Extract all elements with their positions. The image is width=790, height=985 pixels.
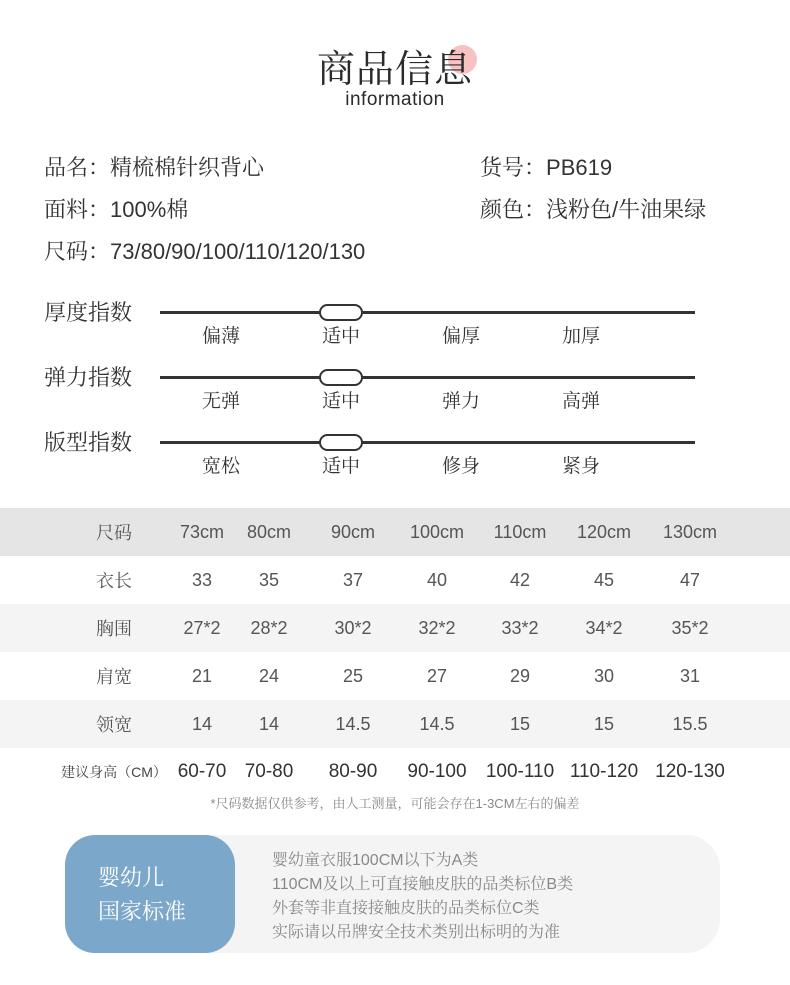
thickness-index-marker [319, 304, 363, 321]
elasticity-index-track [160, 376, 695, 379]
product-name-row [44, 147, 264, 189]
table-header-cell: 130cm [662, 521, 718, 542]
table-cell: 45 [593, 569, 615, 590]
table-row [0, 700, 790, 748]
page-title: 商品信息 [316, 49, 473, 91]
table-cell: 32*2 [418, 617, 456, 638]
table-cell: 14.5 [419, 713, 455, 734]
fit-option: 修身 [441, 456, 480, 477]
table-header-cell: 120cm [576, 521, 632, 542]
elasticity-option: 高弹 [561, 391, 600, 412]
table-cell: 33*2 [501, 617, 539, 638]
table-row [0, 748, 790, 796]
standard-badge [65, 835, 235, 953]
fit-index-track [160, 441, 695, 444]
table-row [0, 652, 790, 700]
thickness-index [0, 290, 790, 355]
table-cell: 30 [593, 665, 615, 686]
table-row [0, 556, 790, 604]
product-sku-label: 货号： [480, 155, 547, 180]
table-row-label: 肩宽 [96, 667, 132, 687]
thickness-option: 适中 [321, 326, 360, 347]
table-row-label: 建议身高（CM） [61, 764, 167, 780]
product-fabric-row [44, 189, 188, 231]
elasticity-option: 适中 [321, 391, 360, 412]
product-size-value: 73/80/90/100/110/120/130 [110, 239, 366, 264]
product-sku-row [480, 147, 612, 189]
table-header-cell: 尺码 [96, 523, 132, 543]
standard-badge-line: 国家标准 [98, 899, 187, 924]
table-cell: 33 [191, 569, 213, 590]
table-cell: 34*2 [585, 617, 623, 638]
standard-line: 婴幼童衣服100CM以下为A类 [272, 852, 479, 869]
elasticity-option: 无弹 [201, 391, 240, 412]
table-header-cell: 110cm [493, 521, 547, 542]
table-cell: 14 [191, 713, 213, 734]
standard-badge-line: 婴幼儿 [98, 865, 165, 890]
product-fabric-label: 面料： [44, 197, 111, 222]
page-subtitle: information [345, 89, 445, 110]
table-cell: 42 [509, 569, 531, 590]
product-fabric-value: 100%棉 [110, 197, 189, 222]
standard-description [272, 849, 712, 945]
table-cell: 21 [191, 665, 213, 686]
table-cell: 100-110 [485, 761, 555, 782]
table-cell: 70-80 [244, 761, 294, 782]
table-row [0, 604, 790, 652]
elasticity-index-label: 弹力指数 [44, 365, 133, 390]
table-cell: 35*2 [671, 617, 709, 638]
table-header-cell: 80cm [246, 521, 291, 542]
product-sku-value: PB619 [546, 155, 613, 180]
thickness-option: 偏薄 [201, 326, 240, 347]
table-cell: 28*2 [250, 617, 288, 638]
elasticity-option: 弹力 [441, 391, 480, 412]
table-cell: 90-100 [407, 761, 467, 782]
thickness-index-label: 厚度指数 [44, 300, 133, 325]
table-row-label: 领宽 [96, 715, 132, 735]
elasticity-index [0, 355, 790, 420]
size-table-note: *尺码数据仅供参考，由人工测量，可能会存在1-3CM左右的偏差 [210, 796, 580, 811]
table-cell: 35 [258, 569, 280, 590]
table-cell: 24 [258, 665, 280, 686]
table-cell: 27 [426, 665, 448, 686]
size-table [0, 508, 790, 796]
product-color-row [480, 189, 706, 231]
table-cell: 40 [426, 569, 448, 590]
table-cell: 25 [342, 665, 364, 686]
fit-index-marker [319, 434, 363, 451]
product-size-row [44, 231, 365, 273]
fit-option: 适中 [321, 456, 360, 477]
table-cell: 14.5 [335, 713, 371, 734]
standard-line: 110CM及以上可直接触皮肤的品类标位B类 [272, 876, 574, 893]
product-name-value: 精梳棉针织背心 [110, 155, 265, 180]
table-cell: 15.5 [672, 713, 708, 734]
product-color-value: 浅粉色/牛油果绿 [546, 197, 707, 222]
fit-index-label: 版型指数 [44, 430, 133, 455]
product-color-label: 颜色： [480, 197, 547, 222]
fit-option: 紧身 [561, 456, 600, 477]
thickness-index-track [160, 311, 695, 314]
elasticity-index-marker [319, 369, 363, 386]
fit-index [0, 420, 790, 485]
table-row-label: 衣长 [96, 571, 132, 591]
fit-option: 宽松 [201, 456, 240, 477]
table-cell: 47 [679, 569, 701, 590]
table-cell: 80-90 [328, 761, 378, 782]
size-table-header-row [0, 508, 790, 556]
product-name-label: 品名： [44, 155, 111, 180]
product-size-label: 尺码： [44, 239, 111, 264]
table-cell: 120-130 [655, 761, 725, 782]
table-row-label: 胸围 [96, 619, 132, 639]
table-cell: 60-70 [177, 761, 227, 782]
standard-line: 外套等非直接接触皮肤的品类标位C类 [272, 900, 540, 917]
table-cell: 110-120 [569, 761, 639, 782]
table-cell: 27*2 [183, 617, 221, 638]
table-cell: 30*2 [334, 617, 372, 638]
thickness-option: 加厚 [561, 326, 600, 347]
table-header-cell: 90cm [330, 521, 375, 542]
table-cell: 29 [509, 665, 531, 686]
table-cell: 37 [342, 569, 364, 590]
table-header-cell: 73cm [179, 521, 224, 542]
table-cell: 15 [593, 713, 615, 734]
thickness-option: 偏厚 [441, 326, 480, 347]
table-cell: 14 [258, 713, 280, 734]
table-header-cell: 100cm [409, 521, 465, 542]
table-cell: 31 [679, 665, 701, 686]
table-cell: 15 [509, 713, 531, 734]
standard-line: 实际请以吊牌安全技术类别出标明的为准 [272, 924, 561, 941]
